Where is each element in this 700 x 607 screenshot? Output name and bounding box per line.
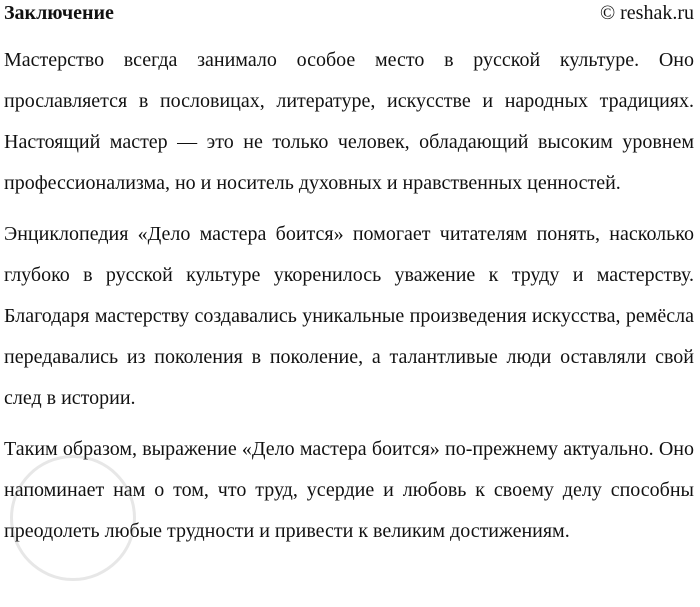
paragraph: Таким образом, выражение «Дело мастера боится» по-прежнему актуально. Оно напоминает нам о том, что труд, усердие и любовь к своему делу способны преодолеть любые трудности и привести к великим достижениям.: [4, 438, 694, 542]
paragraph: Энциклопедия «Дело мастера боится» помогает читателям понять, насколько глубоко в русской культуре укоренилось уважение к труду и мастерству. Благодаря мастерству создавались уникальные произведения искусства, ремёсла передавались из поколения в поколение, а талантливые люди оставляли свой след в истории.: [4, 223, 694, 409]
section-title: Заключение: [4, 1, 114, 24]
page-header: [4, 0, 694, 26]
paragraph: Мастерство всегда занимало особое место в русской культуре. Оно прославляется в пословицах, литературе, искусстве и народных традициях. Настоящий мастер — это не только человек, обладающий высоким уровнем профессионализма, но и носитель духовных и нравственных ценностей.: [4, 49, 694, 194]
document-body: [4, 40, 694, 562]
copyright-label: © reshak.ru: [599, 1, 694, 24]
